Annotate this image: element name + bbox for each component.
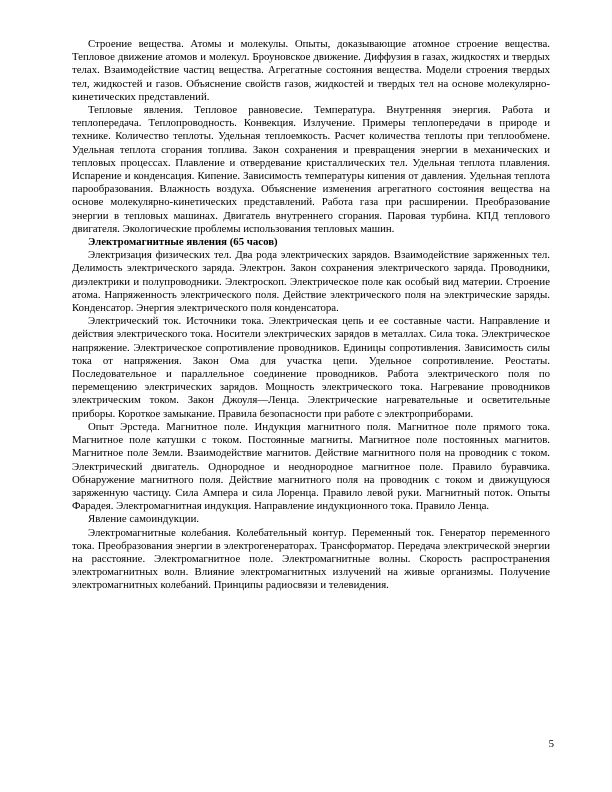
document-body (72, 38, 550, 593)
paragraph-electric-current: Электрический ток. Источники тока. Электрическая цепь и ее составные части. Направление и действия электрического тока. Носители электрических зарядов в металлах. Сила тока. Электрическое напряжение. Электрическое сопротивление проводников. Единицы сопротивления. Зависимость силы тока от напряжения. Закон Ома для участка цепи. Удельное сопротивление. Реостаты. Последовательное и параллельное соединение проводников. Работа электрического поля по перемещению электрических зарядов. Мощность электрического тока. Нагревание проводников электрическим током. Закон Джоуля—Ленца. Электрические нагревательные и осветительные приборы. Короткое замыкание. Правила безопасности при работе с электроприборами. (72, 315, 550, 420)
paragraph-thermal-phenomena: Тепловые явления. Тепловое равновесие. Температура. Внутренняя энергия. Работа и теплопередача. Теплопроводность. Конвекция. Излучение. Примеры теплопередачи в природе и технике. Количество теплоты. Удельная теплоемкость. Расчет количества теплоты при теплообмене. Удельная теплота сгорания топлива. Закон сохранения и превращения энергии в механических и тепловых процессах. Плавление и отвердевание кристаллических тел. Удельная теплота плавления. Испарение и конденсация. Кипение. Зависимость температуры кипения от давления. Удельная теплота парообразования. Влажность воздуха. Объяснение изменения агрегатного состояния вещества на основе молекулярно-кинетических представлений. Работа газа при расширении. Преобразование энергии в тепловых машинах. Двигатель внутреннего сгорания. Паровая турбина. КПД теплового двигателя. Экологические проблемы использования тепловых машин. (72, 104, 550, 235)
paragraph-structure-of-matter: Строение вещества. Атомы и молекулы. Опыты, доказывающие атомное строение вещества. Тепловое движение атомов и молекул. Броуновское движение. Диффузия в газах, жидкостях и твердых телах. Взаимодействие частиц вещества. Агрегатные состояния вещества. Модели строения твердых тел, жидкостей и газов. Объяснение свойств газов, жидкостей и твердых тел на основе молекулярно-кинетических представлений. (72, 38, 550, 103)
paragraph-self-induction: Явление самоиндукции. (88, 513, 200, 526)
section-title: Электромагнитные явления (65 часов) (88, 236, 278, 249)
paragraph-electrization: Электризация физических тел. Два рода электрических зарядов. Взаимодействие заряженных тел. Делимость электрического заряда. Электрон. Закон сохранения электрического заряда. Проводники, диэлектрики и полупроводники. Электроскоп. Электрическое поле как особый вид материи. Строение атома. Напряженность электрического поля. Действие электрического поля на электрические заряды. Конденсатор. Энергия электрического поля конденсатора. (72, 249, 550, 315)
paragraph-electromagnetic-oscillations: Электромагнитные колебания. Колебательный контур. Переменный ток. Генератор переменного тока. Преобразования энергии в электрогенераторах. Трансформатор. Передача электрической энергии на расстояние. Электромагнитное поле. Электромагнитные волны. Скорость распространения электромагнитных волн. Влияние электромагнитных излучений на живые организмы. Получение электромагнитных колебаний. Принципы радиосвязи и телевидения. (72, 526, 550, 592)
paragraph-magnetic-field: Опыт Эрстеда. Магнитное поле. Индукция магнитного поля. Магнитное поле прямого тока. Магнитное поле катушки с током. Постоянные магниты. Магнитное поле постоянных магнитов. Магнитное поле Земли. Взаимодействие магнитов. Действие магнитного поля на проводник с током. Электрический двигатель. Однородное и неоднородное магнитное поле. Правило буравчика. Обнаружение магнитного поля. Действие магнитного поля на проводник с током и движущуюся заряженную частицу. Сила Ампера и сила Лоренца. Правило левой руки. Магнитный поток. Опыты Фарадея. Электромагнитная индукция. Направление индукционного тока. Правило Ленца. (72, 420, 550, 513)
page-number: 5 (548, 738, 554, 750)
